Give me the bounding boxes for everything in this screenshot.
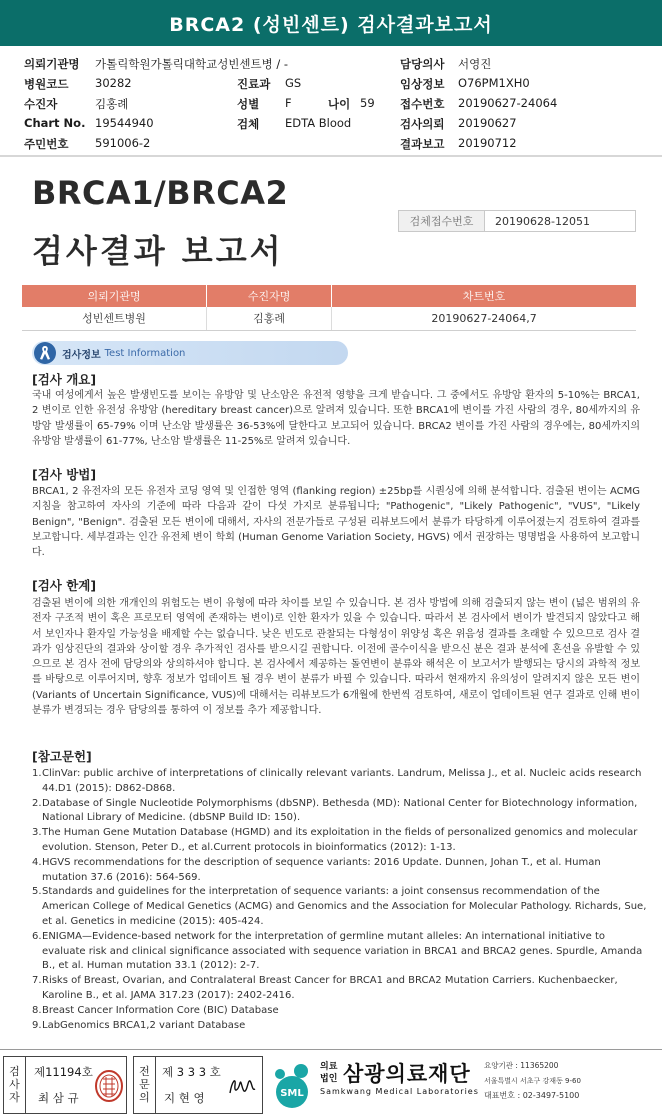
report-title-bar (0, 0, 662, 46)
tester-label (4, 1057, 26, 1113)
reference-text: Database of Single Nucleotide Polymorphisms (dbSNP). Bethesda (MD): National Center for Biotechnology information, National Library of Medicine. (dbSNP Build ID: 150). (42, 797, 638, 824)
report-heading-korean: 검사결과 보고서 (32, 232, 284, 270)
clinical-value: O76PM1XH0 (458, 76, 530, 90)
doctor-label: 담당의사 (400, 57, 445, 71)
report-date-value: 20190712 (458, 136, 517, 150)
request-value: 20190627 (458, 116, 517, 130)
receipt-label: 접수번호 (400, 97, 445, 111)
specimen-label: 검체 (237, 117, 260, 131)
test-information-badge (32, 341, 348, 365)
org-name-korean: 삼광의료재단 (343, 1062, 471, 1086)
age-label: 나이 (328, 97, 351, 111)
hospital-code-value: 30282 (95, 76, 132, 90)
org-phone: 대표번호 : 02-3497-5100 (484, 1091, 580, 1100)
specimen-receipt-label: 검체접수번호 (399, 211, 485, 231)
limitation-text: 검출된 변이에 의한 개개인의 위험도는 변이 유형에 따라 차이를 보일 수 있습니다. 본 검사 방법에 의해 검출되지 않는 변이 (넓은 범위의 유전자 구조적 변이 혹은 프로모터 영역에 존재하는 변이)로 인한 환자가 있을 수 있습니다. 따라서 본 검사에서 변이가 발견되지 않았다고 해서 보인자나 환자일 가능성을 배제할 수는 없습니다. 낮은 빈도로 관찰되는 다형성이 위양성 혹은 위음성 결과를 초래할 수 있으므로 검사 결과가 임상진단의 결과와 상이할 경우 추가적인 검사를 받으시길 권합니다. 이전에 골수이식을 받으신 분은 결과 분석에 혼선을 유발할 수 있으므로 본 검사 전에 담당의와 상의하셔야 합니다. 본 검사에서 제공하는 돌연변이 분류와 해석은 이 보고서가 발행되는 당시의 과학적 정보를 바탕으로 이루어지며, 향후 정보가 업데이트 될 경우 변이 분류가 바뀔 수 있습니다. 따라서 현재까지 유의성이 알려지지 않은 모든 변이 (Variants of Uncertain Significance, VUS)에 대해서는 리뷰보드가 6개월에 한번씩 검토하여, 새로이 업데이트된 연구 결과로 인해 변이 분류가 변경되는 경우 담당의를 통하여 이 정보를 추가 제공합니다. (32, 598, 640, 717)
org-address: 서울특별시 서초구 강재동 9-60 (484, 1077, 581, 1085)
table-row (22, 307, 636, 330)
summary-table (22, 285, 636, 331)
doctor-value: 서영진 (458, 57, 492, 71)
org-code: 요양기관 : 11365200 (484, 1061, 559, 1070)
chart-label: Chart No. (24, 116, 86, 130)
request-label: 검사의뢰 (400, 117, 445, 131)
report-date-label: 결과보고 (400, 137, 445, 151)
specialist-label-text: 전문의 (139, 1065, 150, 1104)
dept-label: 진료과 (237, 77, 271, 91)
list-item: 6. ENIGMA—Evidence-based network for the interpretation of germline mutant alleles: An international initiative to evaluate risk and clinical significance associated with sequence variation in BRCA1 and BRCA2 genes. Spurdle, Amanda B., et al. Human mutation 33.1 (2012): 2-7. (32, 930, 643, 972)
hospital-code-label: 병원코드 (24, 77, 69, 91)
references-list (32, 767, 647, 1033)
tester-seal-icon (94, 1069, 124, 1103)
table-cell: 김홍례 (207, 307, 332, 330)
overview-heading: [검사 개요] (32, 372, 97, 387)
logo-text: SML (280, 1088, 304, 1099)
list-item: 1. ClinVar: public archive of interpretations of clinically relevant variants. Landrum, Melissa J., et al. Nucleic acids research 44.D1 (2015): D862-D868. (32, 768, 642, 794)
patient-meta (0, 52, 662, 152)
list-item: 4. HGVS recommendations for the description of sequence variants: 2016 Update. Dunnen, Johan T., et al. Human mutation 37.6 (2016): 564-569. (32, 856, 601, 883)
ssn-label: 주민번호 (24, 137, 69, 151)
reference-text: ENIGMA—Evidence-based network for the interpretation of germline mutant alleles: An international initiative to evaluate risk and clinical significance associated with sequence variation in BRCA1 and BRCA2 genes. Spurdle, Amanda B., et al. Human mutation 33.1 (2012): 2-7. (42, 930, 643, 972)
tester-label-text: 검사자 (9, 1065, 20, 1104)
references-heading: [참고문헌] (32, 749, 92, 764)
sex-value: F (285, 96, 292, 110)
institution-label: 의뢰기관명 (24, 57, 80, 71)
patient-label: 수진자 (24, 97, 58, 111)
ssn-value: 591006-2 (95, 136, 151, 150)
table-header: 의뢰기관명 (22, 285, 207, 307)
table-cell: 성빈센트병원 (22, 307, 207, 330)
table-header: 차트번호 (332, 285, 636, 307)
institution-value: 가톨릭학원가톨릭대학교성빈센트병 / - (95, 57, 289, 71)
ribbon-icon (34, 342, 56, 364)
reference-text: HGVS recommendations for the description of sequence variants: 2016 Update. Dunnen, Johan T., et al. Human mutation 37.6 (2016): 564-569. (42, 856, 601, 883)
tester-signature-box (3, 1056, 127, 1114)
org-name-english: Samkwang Medical Laboratories (320, 1087, 479, 1096)
reference-text: LabGenomics BRCA1,2 variant Database (42, 1019, 246, 1031)
receipt-value: 20190627-24064 (458, 96, 558, 110)
reference-text: Standards and guidelines for the interpretation of sequence variants: a joint consensus recommendation of the American College of Medical Genetics (ACMG) and Genomics and the Association for Molecular Pathology. Richards, Sue, et al. Genetics in medicine (2015): 405-424. (42, 886, 647, 927)
clinical-label: 임상정보 (400, 77, 445, 91)
report-heading-genes: BRCA1/BRCA2 (32, 174, 289, 212)
list-item: 9. LabGenomics BRCA1,2 variant Database (32, 1019, 246, 1031)
list-item: 5. Standards and guidelines for the interpretation of sequence variants: a joint consensus recommendation of the American College of Medical Genetics (ACMG) and Genomics and the Association for Molecular Pathology. Richards, Sue, et al. Genetics in medicine (2015): 405-424. (32, 886, 647, 927)
age-value: 59 (360, 96, 375, 110)
tester-name: 최 삼 규 (38, 1091, 79, 1105)
list-item: 7. Risks of Breast, Ovarian, and Contralateral Breast Cancer for BRCA1 and BRCA2 Mutation Carriers. Kuchenbaecker, Karoline B., et al. JAMA 317.23 (2017): 2402-2416. (32, 975, 618, 1001)
specimen-value: EDTA Blood (285, 116, 352, 130)
reference-text: Breast Cancer Information Core (BIC) Database (42, 1004, 279, 1016)
patient-value: 김홍례 (95, 97, 129, 111)
specialist-label (134, 1057, 156, 1113)
limitation-heading: [검사 한계] (32, 578, 97, 593)
list-item: 8. Breast Cancer Information Core (BIC) Database (32, 1004, 279, 1016)
list-item: 2. Database of Single Nucleotide Polymorphisms (dbSNP). Bethesda (MD): National Center for Biotechnology information, National Library of Medicine. (dbSNP Build ID: 150). (32, 797, 638, 824)
specialist-signature-box (133, 1056, 263, 1114)
specialist-signature-icon (226, 1071, 258, 1099)
table-cell: 20190627-24064,7 (332, 307, 636, 330)
table-header: 수진자명 (207, 285, 332, 307)
sex-label: 성별 (237, 97, 260, 111)
method-text: BRCA1, 2 유전자의 모든 유전자 코딩 영역 및 인접한 영역 (flanking region) ±25bp를 시퀀싱에 의해 분석합니다. 검출된 변이는 ACMG 지침을 참고하여 자사의 기준에 따라 다음과 같이 다섯 가지로 분류됩니다; "Pathogenic", "Likely Pathogenic", "VUS", "Likely Benign", "Benign". 검출된 모든 변이에 대해서, 자사의 전문가들로 구성된 리뷰보드에서 분류가 타당하게 이루어졌는지 검토하여 결과를 보고합니다. 세부결과는 인간 유전체 변이 학회 (Human Genome Variation Society, HGVS) 에서 권장하는 명명법을 사용하여 보고합니다. (32, 486, 640, 559)
overview-text: 국내 여성에게서 높은 발생빈도를 보이는 유방암 및 난소암은 유전적 영향을 크게 받습니다. 그 중에서도 유방암 환자의 5-10%는 BRCA1, 2 변이로 인한 유전성 유방암 (hereditary breast cancer)으로 알려져 있습니다. 또한 BRCA1에 변이를 가진 사람의 경우, 80세까지의 유방암 발생률이 65-79% 이며 난소암 발생률은 36-53%에 달한다고 보고되어 있습니다. BRCA2 변이를 가진 사람의 경우에는, 80세까지의 유방암 발생률이 61-77%, 난소암 발생률은 11-25%로 알려져 있습니다. (32, 390, 640, 447)
list-item: 3. The Human Gene Mutation Database (HGMD) and its exploitation in the fields of personalized genomics and molecular evolution. Stenson, Peter D., et al.Current protocols in bioinformatics (2012): 1-13. (32, 827, 638, 853)
specimen-receipt-value: 20190628-12051 (495, 214, 590, 228)
specialist-license-number: 제 3 3 3 호 (162, 1065, 221, 1079)
chart-value: 19544940 (95, 116, 154, 130)
dept-value: GS (285, 76, 302, 90)
tester-license-number: 제11194호 (34, 1065, 93, 1079)
specimen-receipt-box (398, 210, 636, 232)
sml-logo-icon (270, 1062, 314, 1110)
reference-text: ClinVar: public archive of interpretations of clinically relevant variants. Landrum, Melissa J., et al. Nucleic acids research 44.D1 (2015): D862-D868. (42, 768, 642, 794)
specialist-name: 지 현 영 (164, 1091, 205, 1105)
badge-label-english: Test Information (104, 347, 186, 359)
reference-text: The Human Gene Mutation Database (HGMD) and its exploitation in the fields of personalized genomics and molecular evolution. Stenson, Peter D., et al.Current protocols in bioinformatics (2012): 1-13. (42, 827, 638, 853)
header-divider (0, 155, 662, 157)
org-prefix-1: 의료 (320, 1062, 338, 1072)
badge-label-korean: 검사정보 (62, 349, 101, 361)
method-heading: [검사 방법] (32, 467, 97, 482)
org-prefix-2: 법인 (320, 1074, 338, 1084)
report-title: BRCA2 (성빈센트) 검사결과보고서 (169, 13, 493, 36)
reference-text: Risks of Breast, Ovarian, and Contralateral Breast Cancer for BRCA1 and BRCA2 Mutation Carriers. Kuchenbaecker, Karoline B., et al. JAMA 317.23 (2017): 2402-2416. (42, 975, 618, 1001)
report-footer (0, 1049, 662, 1120)
